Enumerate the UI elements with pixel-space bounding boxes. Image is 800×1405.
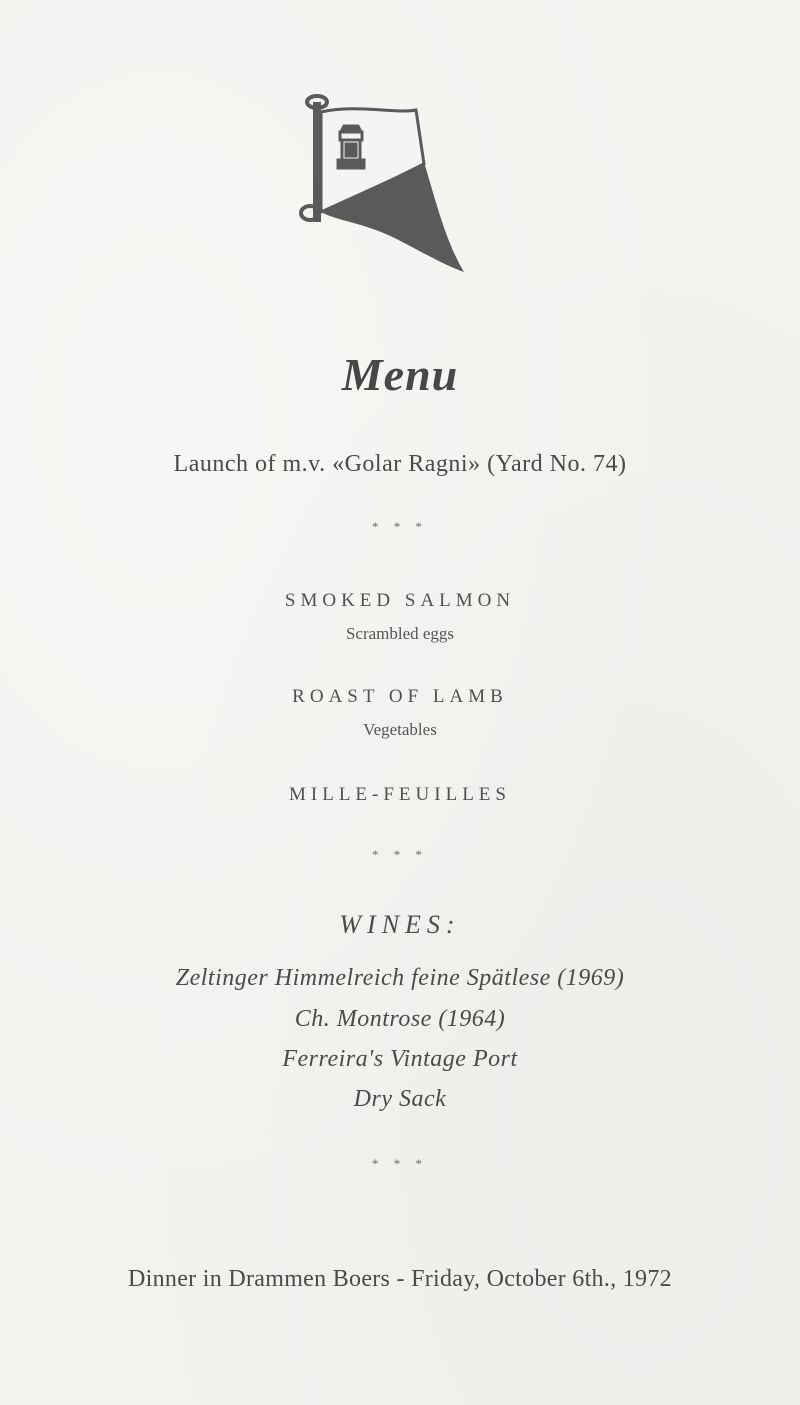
- wines-heading: WINES:: [339, 910, 461, 939]
- separator-2: * * *: [372, 847, 428, 862]
- course-3-name: MILLE-FEUILLES: [289, 784, 511, 805]
- wine-item-1: Zeltinger Himmelreich feine Spätlese (1969): [175, 965, 625, 991]
- lantern-emblem: [338, 126, 364, 168]
- dinner-footer: Dinner in Drammen Boers - Friday, October 6th., 1972: [128, 1266, 672, 1292]
- separator-3: * * *: [372, 1156, 428, 1171]
- house-flag-icon: [296, 92, 472, 276]
- wine-item-4: Dry Sack: [353, 1086, 447, 1112]
- course-1-name: SMOKED SALMON: [284, 590, 516, 611]
- course-1-note: Scrambled eggs: [345, 624, 455, 643]
- wine-item-3: Ferreira's Vintage Port: [282, 1046, 518, 1072]
- separator-1: * * *: [372, 519, 428, 534]
- wine-item-2: Ch. Montrose (1964): [294, 1006, 506, 1032]
- course-2-name: ROAST OF LAMB: [292, 686, 508, 707]
- event-subtitle: Launch of m.v. «Golar Ragni» (Yard No. 74): [173, 451, 627, 477]
- menu-title: Menu: [341, 349, 459, 400]
- course-2-note: Vegetables: [363, 720, 437, 739]
